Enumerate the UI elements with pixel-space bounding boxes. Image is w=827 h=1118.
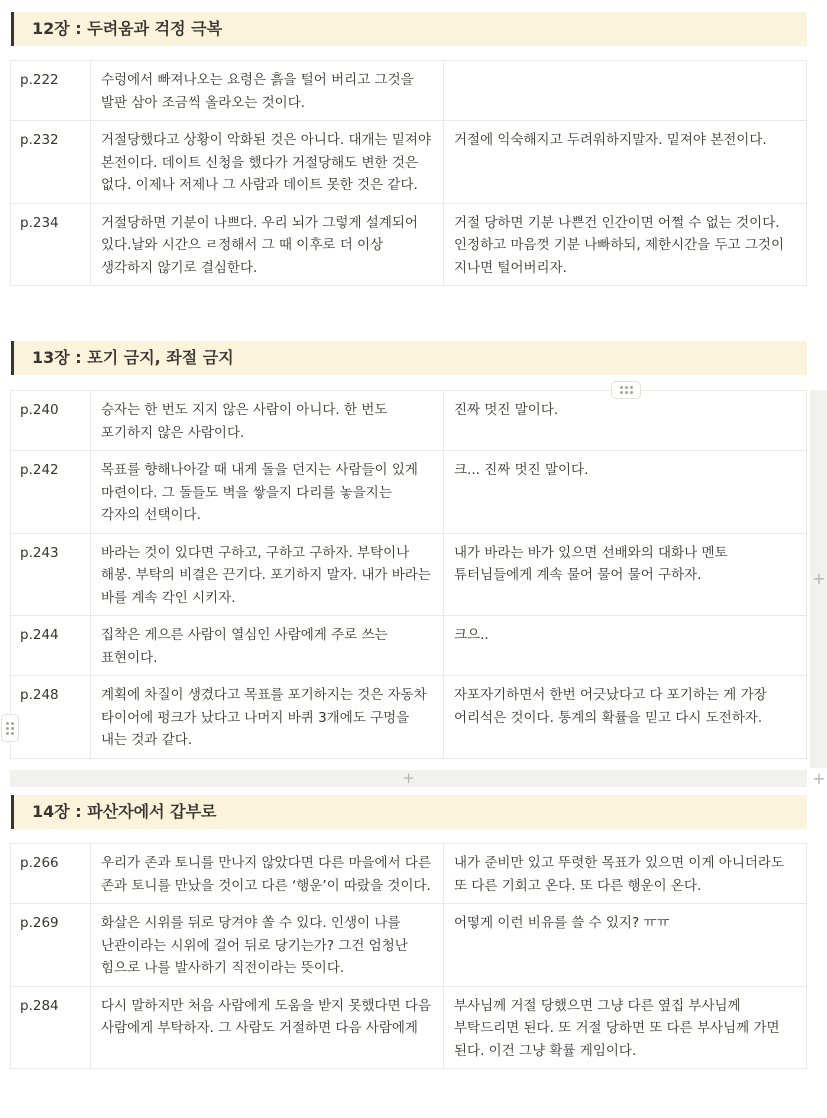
quote-cell[interactable]: 거절당했다고 상황이 악화된 것은 아니다. 대개는 밑져야 본전이다. 데이트 신청을 했다가 거절당해도 변한 것은 없다. 이제나 저제나 그 사람과 데이트 못한 것은 같다. bbox=[91, 121, 444, 204]
note-cell[interactable]: 어떻게 이런 비유를 쓸 수 있지? ㅠㅠ bbox=[444, 904, 807, 987]
page-cell[interactable]: p.242 bbox=[11, 451, 91, 534]
note-cell[interactable]: 거절에 익숙해지고 두려워하지말자. 밑져야 본전이다. bbox=[444, 121, 807, 204]
section-title: 12장 : 두려움과 걱정 극복 bbox=[32, 19, 223, 38]
section-title: 14장 : 파산자에서 갑부로 bbox=[32, 802, 217, 821]
notes-table-14 bbox=[10, 843, 807, 1069]
page-cell[interactable]: p.232 bbox=[11, 121, 91, 204]
plus-icon: + bbox=[812, 569, 826, 588]
plus-icon: + bbox=[402, 769, 415, 787]
page-cell[interactable]: p.244 bbox=[11, 616, 91, 676]
note-cell[interactable]: 진짜 멋진 말이다. bbox=[444, 391, 807, 451]
table-row bbox=[11, 203, 807, 286]
table-row bbox=[11, 391, 807, 451]
section-heading-13 bbox=[11, 341, 807, 375]
drag-dots-icon bbox=[620, 386, 633, 394]
add-row-column-button[interactable] bbox=[811, 771, 827, 787]
table-row bbox=[11, 121, 807, 204]
section-title: 13장 : 포기 금지, 좌절 금지 bbox=[32, 348, 234, 367]
note-cell[interactable]: 크... 진짜 멋진 말이다. bbox=[444, 451, 807, 534]
add-row-button[interactable] bbox=[10, 770, 807, 787]
table-row bbox=[11, 616, 807, 676]
section-heading-14 bbox=[11, 795, 807, 829]
quote-cell[interactable]: 수렁에서 빠져나오는 요령은 흙을 털어 버리고 그것을 발판 삼아 조금씩 올라오는 것이다. bbox=[91, 61, 444, 121]
table-row bbox=[11, 61, 807, 121]
row-drag-handle[interactable] bbox=[1, 714, 19, 742]
quote-cell[interactable]: 계획에 차질이 생겼다고 목표를 포기하지는 것은 자동차 타이어에 펑크가 났다고 나머지 바퀴 3개에도 구멍을 내는 것과 같다. bbox=[91, 676, 444, 759]
table-row bbox=[11, 533, 807, 616]
page-cell[interactable]: p.240 bbox=[11, 391, 91, 451]
quote-cell[interactable]: 화살은 시위를 뒤로 당겨야 쏠 수 있다. 인생이 나를 난관이라는 시위에 걸어 뒤로 당기는가? 그건 엄청난 힘으로 나를 발사하기 직전이라는 뜻이다. bbox=[91, 904, 444, 987]
quote-cell[interactable]: 다시 말하지만 처음 사람에게 도움을 받지 못했다면 다음 사람에게 부탁하자. 그 사람도 거절하면 다음 사람에게 bbox=[91, 986, 444, 1069]
page-cell[interactable]: p.269 bbox=[11, 904, 91, 987]
table-row bbox=[11, 676, 807, 759]
add-column-button[interactable] bbox=[811, 571, 827, 587]
plus-icon: + bbox=[812, 769, 826, 788]
table-row bbox=[11, 451, 807, 534]
note-cell[interactable]: 크으.. bbox=[444, 616, 807, 676]
notes-table-12 bbox=[10, 60, 807, 286]
quote-cell[interactable]: 우리가 존과 토니를 만나지 않았다면 다른 마을에서 다른 존과 토니를 만났을 것이고 다른 ‘행운’이 따랐을 것이다. bbox=[91, 844, 444, 904]
page-cell[interactable]: p.243 bbox=[11, 533, 91, 616]
note-cell[interactable]: 거절 당하면 기분 나쁜건 인간이면 어쩔 수 없는 것이다. 인정하고 마음껏 기분 나빠하되, 제한시간을 두고 그것이 지나면 털어버리자. bbox=[444, 203, 807, 286]
quote-cell[interactable]: 바라는 것이 있다면 구하고, 구하고 구하자. 부탁이나 해봉. 부탁의 비결은 끈기다. 포기하지 말자. 내가 바라는 바를 계속 각인 시키자. bbox=[91, 533, 444, 616]
drag-dots-icon bbox=[6, 722, 14, 735]
quote-cell[interactable]: 목표를 향해나아갈 때 내게 돌을 던지는 사람들이 있게 마련이다. 그 돌들도 벽을 쌓을지 다리를 놓을지는 각자의 선택이다. bbox=[91, 451, 444, 534]
note-cell[interactable] bbox=[444, 61, 807, 121]
table-row bbox=[11, 986, 807, 1069]
page-cell[interactable]: p.284 bbox=[11, 986, 91, 1069]
note-cell[interactable]: 내가 준비만 있고 뚜렷한 목표가 있으면 이게 아니더라도 또 다른 기회고 온다. 또 다른 행운이 온다. bbox=[444, 844, 807, 904]
page-cell[interactable]: p.234 bbox=[11, 203, 91, 286]
page-cell[interactable]: p.222 bbox=[11, 61, 91, 121]
note-cell[interactable]: 부사님께 거절 당했으면 그냥 다른 옆집 부사님께 부탁드리면 된다. 또 거절 당하면 또 다른 부사님께 가면 된다. 이건 그냥 확률 게임이다. bbox=[444, 986, 807, 1069]
table-row bbox=[11, 904, 807, 987]
page-cell[interactable]: p.248 bbox=[11, 676, 91, 759]
column-drag-handle[interactable] bbox=[611, 381, 641, 399]
notes-table-13 bbox=[10, 390, 807, 759]
quote-cell[interactable]: 거절당하면 기분이 나쁘다. 우리 뇌가 그렇게 설계되어 있다.날와 시간으 ㄹ정해서 그 때 이후로 더 이상 생각하지 않기로 결심한다. bbox=[91, 203, 444, 286]
note-cell[interactable]: 자포자기하면서 한번 어긋났다고 다 포기하는 게 가장 어리석은 것이다. 통계의 확률을 믿고 다시 도전하자. bbox=[444, 676, 807, 759]
page-cell[interactable]: p.266 bbox=[11, 844, 91, 904]
section-heading-12 bbox=[11, 12, 807, 46]
table-row bbox=[11, 844, 807, 904]
quote-cell[interactable]: 집착은 게으른 사람이 열심인 사람에게 주로 쓰는 표현이다. bbox=[91, 616, 444, 676]
quote-cell[interactable]: 승자는 한 번도 지지 않은 사람이 아니다. 한 번도 포기하지 않은 사람이다. bbox=[91, 391, 444, 451]
note-cell[interactable]: 내가 바라는 바가 있으면 선배와의 대화나 멘토 튜터님들에게 계속 물어 물어 물어 구하자. bbox=[444, 533, 807, 616]
